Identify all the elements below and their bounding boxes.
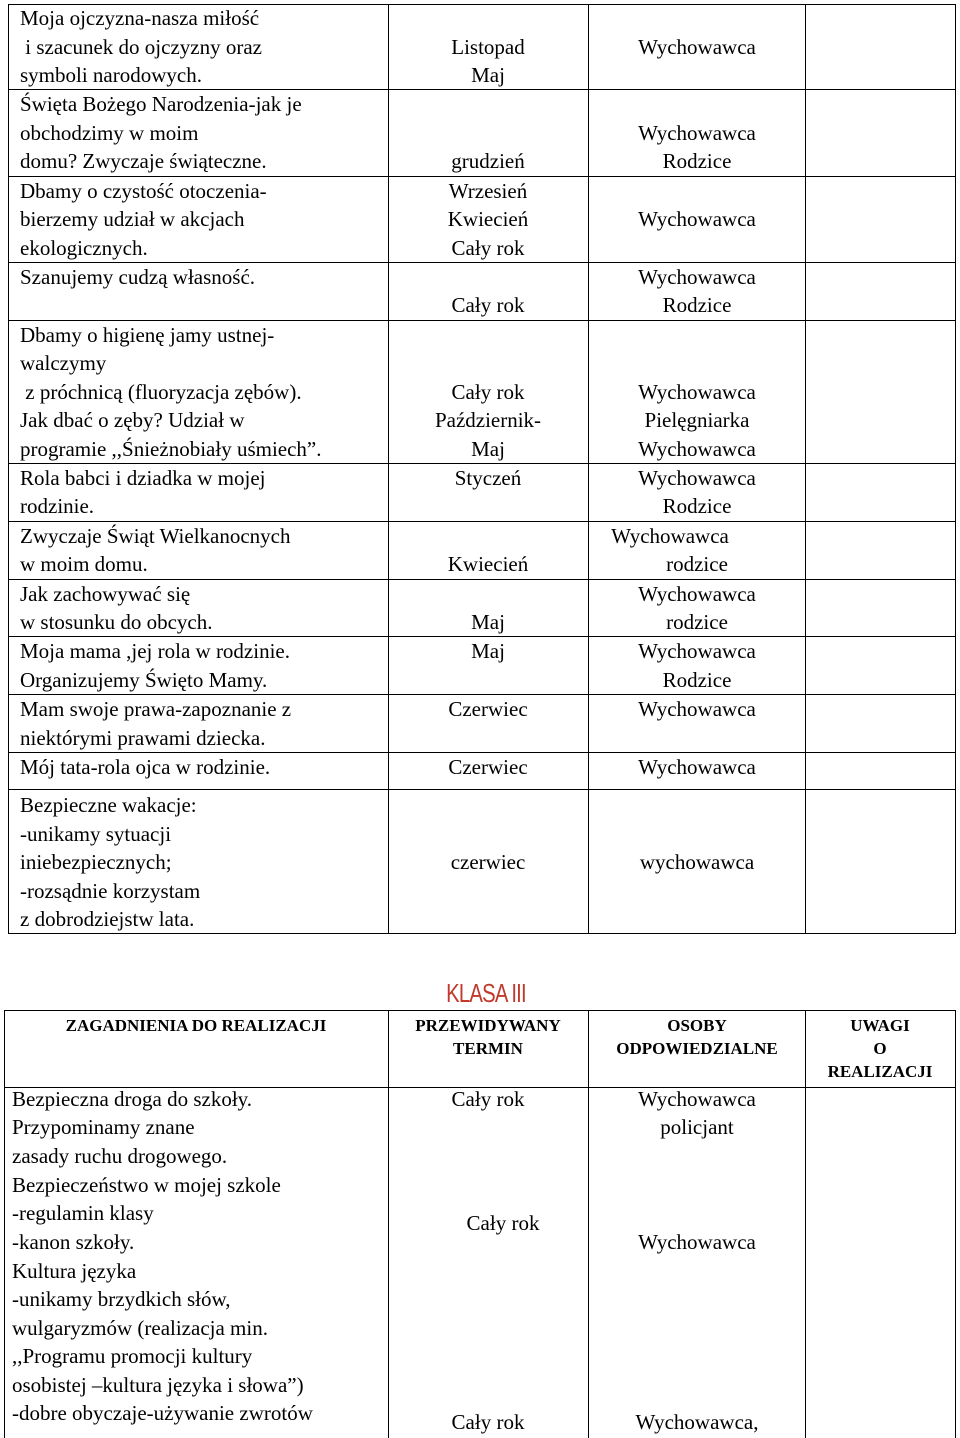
topic-line: w stosunku do obcych. [20, 610, 213, 634]
topic-line: -rozsądnie korzystam [20, 879, 201, 903]
term-line: Cały rok [466, 1211, 540, 1235]
topic-line: osobistej –kultura języka i słowa”) [12, 1373, 304, 1397]
topic-line: Święta Bożego Narodzenia-jak je [20, 92, 302, 116]
term-line: Kwiecień [447, 552, 529, 576]
header-topic: ZAGADNIENIA DO REALIZACJI [65, 1016, 327, 1035]
person-line: Wychowawca, [635, 1410, 759, 1434]
term-line: Październik- [434, 408, 542, 432]
header-notes: O [873, 1039, 887, 1058]
header-persons: ODPOWIEDZIALNE [616, 1039, 778, 1058]
person-line: Wychowawca [611, 524, 729, 548]
term-line: Listopad [451, 35, 525, 59]
person-line: Rodzice [662, 149, 732, 173]
person-line: Wychowawca [638, 1230, 756, 1254]
topic-line: Mam swoje prawa-zapoznanie z [20, 697, 292, 721]
topic-line: z próchnicą (fluoryzacja zębów). [20, 380, 302, 404]
person-line: Wychowawca [638, 35, 756, 59]
topic-line: -dobre obyczaje-używanie zwrotów [12, 1401, 313, 1425]
topic-line: Przypominamy znane [12, 1115, 195, 1139]
topic-line: ekologicznych. [20, 236, 148, 260]
topic-line: Dbamy o czystość otoczenia- [20, 179, 267, 203]
header-term: PRZEWIDYWANY [415, 1016, 561, 1035]
header-notes: REALIZACJI [827, 1062, 933, 1081]
topic-line: -unikamy brzydkich słów, [12, 1287, 231, 1311]
topic-line: Bezpieczne wakacje: [20, 793, 197, 817]
term-line: Cały rok [451, 1087, 525, 1111]
topic-line: symboli narodowych. [20, 63, 202, 87]
person-line: Wychowawca [638, 755, 756, 779]
person-line: policjant [660, 1115, 734, 1139]
topic-line: Organizujemy Święto Mamy. [20, 668, 268, 692]
person-line: Wychowawca [638, 1087, 756, 1111]
person-line: Wychowawca [638, 207, 756, 231]
person-line: rodzice [666, 610, 728, 634]
topic-line: niektórymi prawami dziecka. [20, 726, 266, 750]
topic-line: Jak zachowywać się [20, 582, 191, 606]
topic-line: i szacunek do ojczyzny oraz [20, 35, 262, 59]
person-line: Rodzice [662, 494, 732, 518]
term-line: grudzień [451, 149, 525, 173]
section-title: KLASA III [446, 978, 526, 1008]
person-line: Wychowawca [638, 697, 756, 721]
topic-line: Rola babci i dziadka w mojej [20, 466, 266, 490]
person-line: Wychowawca [638, 265, 756, 289]
term-line: Styczeń [454, 466, 522, 490]
person-line: rodzice [666, 552, 728, 576]
term-line: Cały rok [451, 293, 525, 317]
topic-line: obchodzimy w moim [20, 121, 199, 145]
term-line: Maj [471, 610, 505, 634]
topic-line: Moja mama ,jej rola w rodzinie. [20, 639, 290, 663]
person-line: Rodzice [662, 668, 732, 692]
topic-line: -kanon szkoły. [12, 1230, 135, 1254]
person-line: Wychowawca [638, 582, 756, 606]
topic-line: Dbamy o higienę jamy ustnej- [20, 323, 275, 347]
term-line: Maj [471, 639, 505, 663]
header-term: TERMIN [453, 1039, 523, 1058]
person-line: Wychowawca [638, 466, 756, 490]
topic-line: Mój tata-rola ojca w rodzinie. [20, 755, 271, 779]
person-line: Wychowawca [638, 437, 756, 461]
person-line: Pielęgniarka [644, 408, 750, 432]
topic-line: rodzinie. [20, 494, 95, 518]
person-line: Wychowawca [638, 380, 756, 404]
term-line: Czerwiec [448, 755, 528, 779]
term-line: Kwiecień [447, 207, 529, 231]
term-line: Cały rok [451, 236, 525, 260]
topic-line: bierzemy udział w akcjach [20, 207, 245, 231]
term-line: Wrzesień [448, 179, 528, 203]
term-line: Maj [471, 63, 505, 87]
person-line: Wychowawca [638, 121, 756, 145]
topic-line: zasady ruchu drogowego. [12, 1144, 228, 1168]
topic-line: z dobrodziejstw lata. [20, 907, 195, 931]
topic-line: Jak dbać o zęby? Udział w [20, 408, 245, 432]
person-line: wychowawca [639, 850, 755, 874]
topic-line: iniebezpiecznych; [20, 850, 172, 874]
topic-line: ,,Programu promocji kultury [12, 1344, 253, 1368]
topic-line: Kultura języka [12, 1259, 137, 1283]
topic-line: Bezpieczna droga do szkoły. [12, 1087, 253, 1111]
header-persons: OSOBY [667, 1016, 727, 1035]
person-line: Wychowawca [638, 639, 756, 663]
topic-line: -unikamy sytuacji [20, 822, 172, 846]
person-line: Rodzice [662, 293, 732, 317]
term-line: Czerwiec [448, 697, 528, 721]
term-line: czerwiec [450, 850, 526, 874]
topic-line: Zwyczaje Świąt Wielkanocnych [20, 524, 291, 548]
topic-line: walczymy [20, 351, 107, 375]
header-notes: UWAGI [850, 1016, 910, 1035]
topic-line: w moim domu. [20, 552, 148, 576]
term-line: Cały rok [451, 1410, 525, 1434]
topic-line: Moja ojczyzna-nasza miłość [20, 6, 260, 30]
term-line: Maj [471, 437, 505, 461]
term-line: Cały rok [451, 380, 525, 404]
topic-line: Szanujemy cudzą własność. [20, 265, 256, 289]
topic-line: domu? Zwyczaje świąteczne. [20, 149, 267, 173]
topic-line: -regulamin klasy [12, 1201, 154, 1225]
topic-line: Bezpieczeństwo w mojej szkole [12, 1173, 281, 1197]
topic-line: programie ,,Śnieżnobiały uśmiech”. [20, 437, 322, 461]
topic-line: wulgaryzmów (realizacja min. [12, 1316, 268, 1340]
